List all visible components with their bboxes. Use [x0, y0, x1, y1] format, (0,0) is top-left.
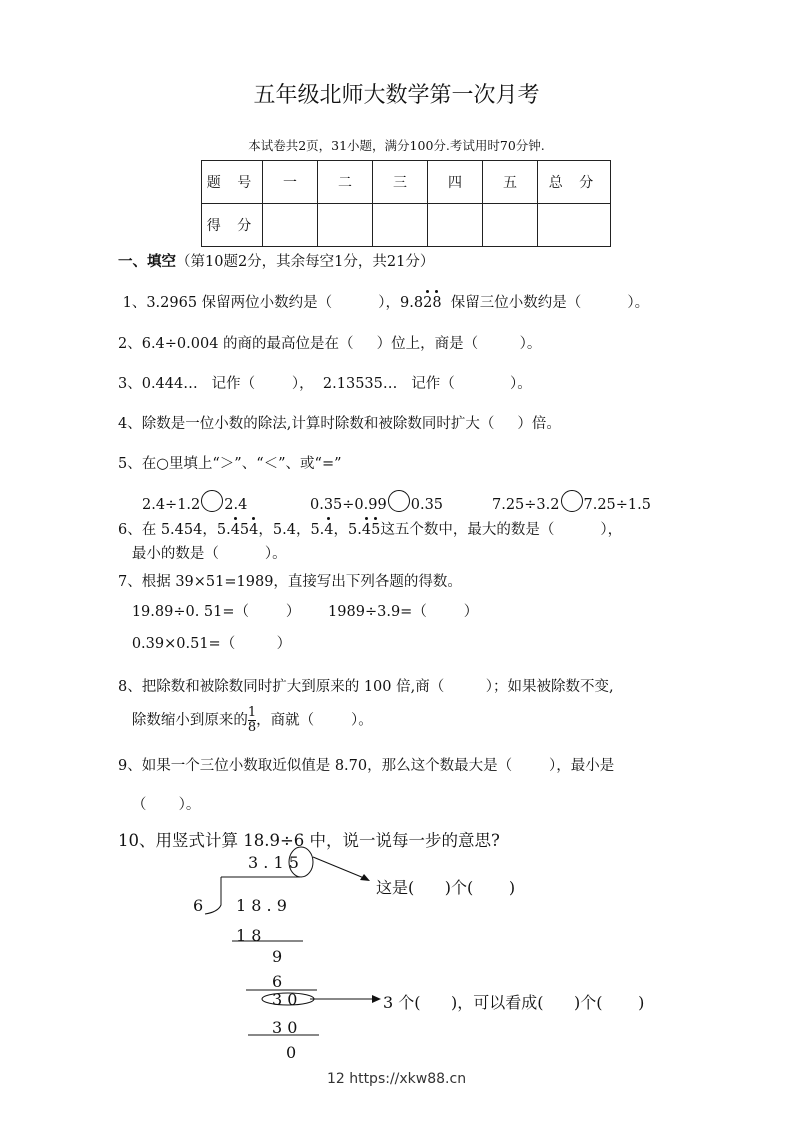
header-cell: 五: [483, 161, 538, 204]
header-cell: 三: [373, 161, 428, 204]
question-9: 9、如果一个三位小数取近似值是 8.70，那么这个数最大是（ ），最小是: [118, 758, 615, 774]
dotted-digit: 8: [432, 295, 442, 311]
header-cell: 二: [318, 161, 373, 204]
q7-line2: 0.39×0.51=（ ）: [118, 636, 292, 652]
question-7: 7、根据 39×51=1989，直接写出下列各题的得数。: [118, 574, 462, 590]
question-10: 10、用竖式计算 18.9÷6 中，说一说每一步的意思?: [118, 831, 500, 850]
expr: 0.35÷0.99: [310, 497, 387, 513]
row-label: 得 分: [202, 204, 263, 247]
divisor: 6: [193, 896, 204, 915]
section-note: （第10题2分，其余每空1分，共21分）: [176, 254, 435, 270]
q6-line2: 最小的数是（ ）。: [118, 546, 287, 562]
q1-text: 保留三位小数约是（ ）。: [441, 295, 650, 311]
header-cell: 四: [428, 161, 483, 204]
q1-text: 1、3.2965 保留两位小数约是（ ），9.8: [118, 295, 424, 311]
expr: 7.25÷3.2: [492, 497, 560, 513]
dotted-digit: 4: [230, 522, 240, 538]
q9-line2: （ ）。: [118, 797, 201, 813]
question-2: 2、6.4÷0.004 的商的最高位是在（ ）位上，商是（ ）。: [118, 336, 542, 352]
q8-text: 除数缩小到原来的: [118, 712, 248, 729]
step: 0: [286, 1043, 297, 1062]
question-4: 4、除数是一位小数的除法,计算时除数和被除数同时扩大（ ）倍。: [118, 416, 561, 432]
expr: 2.4÷1.2: [142, 497, 201, 513]
section-title: 一、填空: [118, 254, 176, 270]
expr: 0.35: [410, 497, 444, 513]
page-title: 五年级北师大数学第一次月考: [253, 83, 540, 108]
arrow: [313, 857, 364, 878]
dividend: 1 8 . 9: [236, 896, 287, 915]
dotted-digit: 4: [324, 522, 334, 538]
dotted-digit: 2: [423, 295, 433, 311]
digit: 5: [239, 522, 250, 538]
question-8: 8、把除数和被除数同时扩大到原来的 100 倍,商（ ）；如果被除数不变,: [118, 679, 614, 695]
header-cell: 题 号: [202, 161, 263, 204]
expr: 7.25÷1.5: [583, 497, 651, 513]
annotation: 这是( )个( ): [376, 878, 516, 897]
footer: 12 https://xkw88.cn: [326, 1071, 467, 1087]
q6-text: 6、在 5.454，5.: [118, 522, 231, 538]
step: 3 0: [272, 1018, 298, 1037]
question-3: 3、0.444… 记作（ ）， 2.13535… 记作（ ）。: [118, 376, 532, 392]
step: 1 8: [236, 926, 262, 945]
annotation: 3 个( )，可以看成( )个( ): [383, 993, 645, 1012]
dotted-digit: 4: [361, 522, 372, 538]
step: 9: [272, 947, 283, 966]
header-cell: 总 分: [538, 161, 611, 204]
expr: 2.4: [224, 497, 248, 513]
q6-text: ，5.: [333, 522, 362, 538]
q6-text: 这五个数中，最大的数是（ ），: [380, 522, 623, 538]
dotted-digit: 4: [249, 522, 259, 538]
quotient: 3 . 1 5: [248, 853, 299, 872]
denominator: 8: [247, 720, 257, 735]
q7-line1: 19.89÷0. 51=（ ） 1989÷3.9=（ ）: [118, 604, 479, 620]
dotted-digit: 5: [371, 522, 381, 538]
step: 3 0: [272, 990, 298, 1009]
circle-mark: [262, 993, 314, 1005]
exam-info: 本试卷共2页，31小题，满分100分.考试用时70分钟.: [248, 138, 545, 153]
question-5: 5、在○里填上“＞”、“＜”、或“=”: [118, 456, 342, 472]
q6-text: ，5.4，5.: [258, 522, 325, 538]
numerator: 1: [247, 705, 257, 720]
q8-text: ，商就（ ）。: [256, 712, 373, 729]
step: 6: [272, 972, 283, 991]
circle-mark: [289, 847, 313, 877]
header-cell: 一: [263, 161, 318, 204]
